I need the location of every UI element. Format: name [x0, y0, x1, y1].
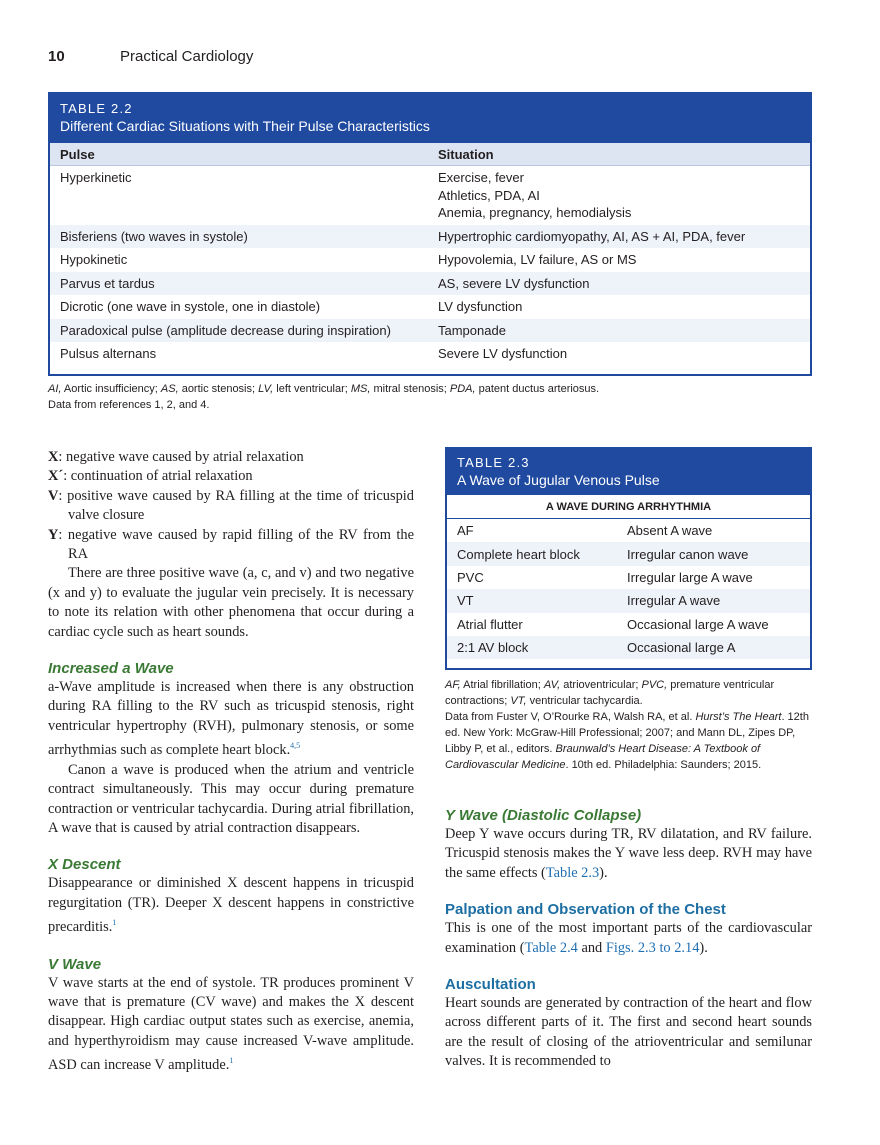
paragraph: [48, 874, 414, 937]
abbr-text: Aortic insufficiency;: [61, 383, 161, 395]
cell-pulse: Dicrotic (one wave in systole, one in diastole): [60, 299, 321, 314]
cell-arrhythmia: AF: [457, 523, 474, 539]
running-title: Practical Cardiology: [120, 48, 254, 65]
table-2-3: [445, 447, 812, 670]
situation-line: Athletics, PDA, AI: [438, 187, 540, 203]
table-column-header: [50, 143, 810, 166]
cell-situation: Tamponade: [438, 322, 506, 338]
table-row: [50, 248, 810, 272]
cell-a-wave: Irregular A wave: [627, 593, 721, 609]
definition: [48, 526, 414, 565]
heading-palpation: Palpation and Observation of the Chest: [445, 901, 726, 919]
cell-arrhythmia: VT: [457, 593, 474, 609]
abbr: AF,: [445, 679, 461, 691]
abbr: LV,: [258, 383, 274, 395]
cell-pulse: Paradoxical pulse (amplitude decrease during inspiration): [60, 322, 391, 338]
abbr: MS,: [350, 383, 371, 395]
column-situation: Situation: [438, 146, 494, 162]
paragraph-text: V wave starts at the end of systole. TR produces prominent V wave that is premature (CV wave) and makes the X descent disappear. High cardiac output states such as exercise, anemia, and hyperthyroidism may cause increased V-wave amplitude. ASD can increase V amplitude.: [48, 974, 414, 1074]
table-row: [447, 636, 810, 659]
paragraph-text: ).: [699, 939, 708, 956]
source-text: . 12th ed. New York: McGraw-Hill Professional; 2007; and Mann DL, Zipes DP, Libby P, et al., editors.: [445, 711, 809, 755]
abbreviations: [48, 381, 812, 397]
cell-situation: Severe LV dysfunction: [438, 346, 568, 361]
source-note: Data from references 1, 2, and 4.: [48, 399, 210, 411]
definition-text: : negative wave caused by rapid filling of the RV from the RA: [58, 526, 414, 563]
table-row: [50, 272, 810, 296]
cell-arrhythmia: 2:1 AV block: [457, 640, 529, 656]
cell-pulse: Pulsus alternans: [60, 346, 157, 361]
page-header: [48, 48, 828, 70]
abbr: PVC,: [641, 679, 668, 691]
abbr: AS,: [160, 383, 179, 395]
cell-pulse: Bisferiens (two waves in systole): [60, 228, 248, 244]
abbr: PDA,: [449, 383, 476, 395]
table-caption: Different Cardiac Situations with Their Pulse Characteristics: [60, 118, 430, 134]
term: X´: [48, 468, 64, 485]
situation-line: Exercise, fever: [438, 170, 524, 185]
cell-arrhythmia: PVC: [457, 569, 484, 585]
table-header: [447, 449, 810, 495]
table-row: [50, 166, 810, 225]
citation-link[interactable]: 1: [229, 1056, 234, 1066]
cell-pulse: Parvus et tardus: [60, 275, 155, 291]
table-2-3-footnote: [445, 677, 812, 773]
table-row: [50, 319, 810, 343]
right-column: [445, 806, 812, 1072]
heading-x-descent: X Descent: [48, 856, 121, 874]
definition-text: : continuation of atrial relaxation: [63, 468, 253, 485]
book-title: Hurst’s The Heart: [695, 711, 782, 723]
cell-pulse: Hypokinetic: [60, 252, 128, 267]
abbr-text: Atrial fibrillation;: [460, 679, 544, 691]
cell-a-wave: Irregular canon wave: [627, 546, 749, 562]
paragraph-text: Deep Y wave occurs during TR, RV dilatation, and RV failure. Tricuspid stenosis makes the Y wave less deep. RVH may have the same effects (: [445, 826, 812, 881]
table-column-header: A WAVE DURING ARRHYTHMIA: [447, 495, 810, 519]
citation-link[interactable]: 1: [112, 918, 117, 928]
source-text: Data from Fuster V, O’Rourke RA, Walsh RA, et al.: [445, 711, 696, 723]
cell-arrhythmia: Atrial flutter: [457, 616, 523, 632]
source-text: . 10th ed. Philadelphia: Saunders; 2015.: [565, 759, 762, 771]
paragraph-text: ).: [599, 864, 608, 881]
definition: [48, 448, 414, 467]
abbr-text: mitral stenosis;: [370, 383, 450, 395]
abbr-text: aortic stenosis;: [178, 383, 259, 395]
figure-link[interactable]: Figs. 2.3 to 2.14: [605, 939, 700, 956]
paragraph: There are three positive wave (a, c, and v) and two negative (x and y) to evaluate the jugular vein precisely. It is necessary to note its relation with other phenomena that occur during a cardiac cycle such as heart sounds.: [48, 565, 414, 640]
page-number: 10: [48, 48, 65, 65]
cell-pulse: Hyperkinetic: [60, 170, 132, 185]
paragraph-text: and: [577, 939, 606, 956]
cell-a-wave: Irregular large A wave: [627, 569, 753, 585]
definition: [48, 487, 414, 526]
abbr-text: patent ductus arteriosus.: [475, 383, 600, 395]
table-row: [447, 566, 810, 589]
abbr: VT,: [510, 695, 527, 707]
table-row: [447, 542, 810, 565]
abbr-text: premature ventricular contractions;: [445, 679, 775, 707]
abbr: AI,: [48, 383, 62, 395]
table-link[interactable]: Table 2.3: [545, 864, 600, 881]
abbr-text: atrioventricular;: [560, 679, 642, 691]
paragraph: [48, 974, 414, 1076]
heading-auscultation: Auscultation: [445, 976, 536, 994]
paragraph-text: a-Wave amplitude is increased when there is any obstruction during RA filling to the RV such as tricuspid stenosis, right ventricular hypertrophy (RVH), pulmonary stenosis, or some arrhythmias such as complete heart block.: [48, 679, 414, 759]
abbreviations: [445, 677, 812, 709]
source-note: [445, 709, 812, 773]
term: X: [48, 449, 59, 465]
term: V: [48, 487, 59, 504]
paragraph-text: This is one of the most important parts of the cardiovascular examination (: [445, 920, 812, 956]
table-label: TABLE 2.3: [457, 455, 530, 470]
heading-v-wave: V Wave: [48, 955, 102, 973]
cell-a-wave: Occasional large A wave: [627, 616, 769, 632]
citation-link[interactable]: 4,5: [290, 741, 301, 751]
table-row: [50, 225, 810, 249]
paragraph: Canon a wave is produced when the atrium and ventricle contract simultaneously. This may occur during premature contraction or ventricular tachycardia. During atrial fibrillation, A wave that is caused by atrial contraction disappears.: [48, 761, 415, 836]
paragraph: [445, 919, 812, 958]
cell-situation: Hypovolemia, LV failure, AS or MS: [438, 252, 637, 267]
abbr: AV,: [543, 679, 561, 691]
left-column: [48, 448, 414, 1076]
table-header: [50, 94, 810, 143]
table-2-2-footnote: [48, 381, 812, 413]
table-2-2: [48, 92, 812, 376]
table-caption: A Wave of Jugular Venous Pulse: [457, 472, 660, 488]
paragraph: Heart sounds are generated by contraction of the heart and flow across different parts of it. The first and second heart sounds are the result of closing of the atrioventricular and semilunar valves. It is recommended to: [445, 995, 812, 1070]
cell-situation: Hypertrophic cardiomyopathy, AI, AS + AI, PDA, fever: [438, 228, 746, 244]
cell-situation: LV dysfunction: [438, 299, 523, 314]
paragraph-text: Disappearance or diminished X descent happens in tricuspid regurgitation (TR). Deeper X descent happens in constrictive precarditis.: [48, 875, 414, 936]
table-row: [50, 295, 810, 319]
abbr-text: left ventricular;: [273, 383, 351, 395]
definition-text: : negative wave caused by atrial relaxation: [58, 449, 304, 465]
table-row: [447, 613, 810, 636]
table-row: [447, 589, 810, 612]
table-row: [447, 519, 810, 542]
abbr-text: ventricular tachycardia.: [526, 695, 643, 707]
column-pulse: Pulse: [60, 146, 95, 162]
definition-text: : positive wave caused by RA filling at the time of tricuspid valve closure: [58, 487, 414, 524]
paragraph: [445, 825, 812, 883]
cell-situation: AS, severe LV dysfunction: [438, 275, 590, 291]
situation-line: Anemia, pregnancy, hemodialysis: [438, 205, 632, 220]
cell-a-wave: Occasional large A: [627, 640, 736, 656]
cell-a-wave: Absent A wave: [627, 523, 713, 539]
table-link[interactable]: Table 2.4: [524, 939, 578, 956]
definition: [48, 467, 414, 486]
paragraph: [48, 678, 414, 761]
heading-increased-a-wave: Increased a Wave: [48, 660, 174, 678]
table-label: TABLE 2.2: [60, 101, 133, 116]
term: Y: [48, 526, 59, 543]
table-row: [50, 342, 810, 366]
cell-arrhythmia: Complete heart block: [457, 546, 580, 562]
heading-y-wave: Y Wave (Diastolic Collapse): [445, 807, 642, 824]
book-title: Braunwald’s Heart Disease: A Textbook of Cardiovascular Medicine: [445, 743, 761, 771]
cell-situation: [428, 169, 810, 222]
